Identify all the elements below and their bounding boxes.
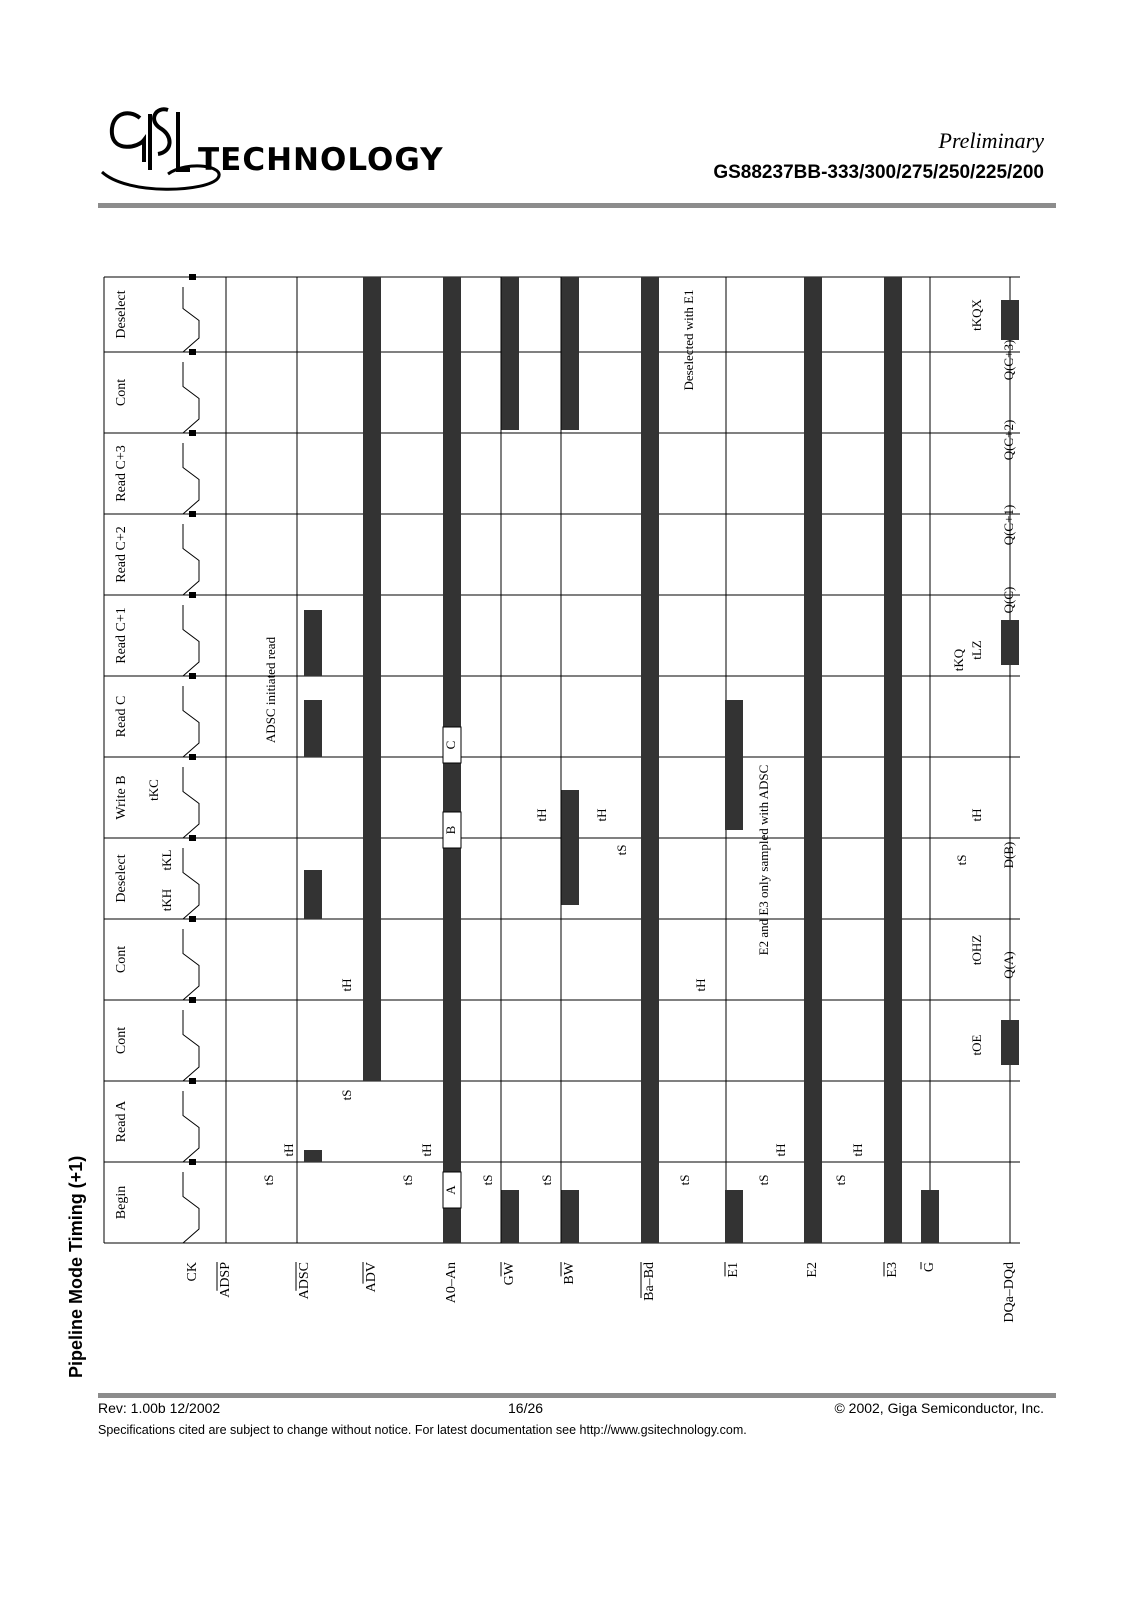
- signal-label: E1: [726, 1262, 742, 1278]
- dq-highz: [1001, 300, 1019, 340]
- signal-label: Ba–Bd: [642, 1262, 658, 1301]
- timing-label-th: tH: [692, 978, 708, 992]
- timing-label-th: tH: [849, 1143, 865, 1157]
- signal-label: BW: [562, 1262, 578, 1285]
- cycle-label: Cont: [114, 945, 130, 974]
- footer-revision: Rev: 1.00b 12/2002: [98, 1400, 221, 1416]
- timing-label-th: tH: [533, 808, 549, 822]
- timing-label-ts: tS: [755, 1174, 771, 1186]
- e3-waveform: [884, 277, 902, 1243]
- footer-page-number: 16/26: [508, 1400, 544, 1416]
- timing-label-toe: tOE: [968, 1034, 984, 1056]
- signal-label: DQa–DQd: [1002, 1262, 1018, 1323]
- footer-rule: [98, 1393, 1056, 1398]
- clock-edge-marker: [189, 592, 196, 598]
- timing-label-th: tH: [338, 978, 354, 992]
- cycle-label: Read C+1: [114, 607, 130, 664]
- byte-enable-bus: [641, 277, 659, 1243]
- part-number: GS88237BB-333/300/275/250/225/200: [713, 162, 1044, 183]
- address-label: B: [442, 825, 458, 835]
- clock-edge-marker: [189, 511, 196, 517]
- timing-label-ts: tS: [832, 1174, 848, 1186]
- dq-label: Q(C+1): [1000, 504, 1016, 546]
- timing-label-tkqx: tKQX: [968, 299, 984, 331]
- footer-copyright: © 2002, Giga Semiconductor, Inc.: [834, 1400, 1044, 1416]
- dq-label: Q(A): [1000, 951, 1016, 979]
- annotation-e2-e3: E2 and E3 only sampled with ADSC: [755, 764, 771, 956]
- signal-label: ADV: [364, 1262, 380, 1293]
- g-pulse: [921, 1190, 939, 1243]
- gw-waveform: [501, 277, 519, 430]
- adsc-pulse: [304, 610, 322, 676]
- waveforms: [183, 274, 1019, 1243]
- timing-label-th: tH: [593, 808, 609, 822]
- preliminary-label: Preliminary: [938, 128, 1044, 153]
- cycle-label: Begin: [114, 1185, 130, 1220]
- timing-label-ts: tS: [260, 1174, 276, 1186]
- timing-label-ts: tS: [338, 1089, 354, 1101]
- clock-edge-marker: [189, 916, 196, 922]
- cycle-label: Cont: [114, 1026, 130, 1055]
- timing-label-th: tH: [968, 808, 984, 822]
- annotation-adsc-read: ADSC initiated read: [262, 636, 278, 744]
- dq-highz: [1001, 1020, 1019, 1065]
- adsc-pulse: [304, 1150, 322, 1162]
- timing-label-ts: tS: [953, 854, 969, 866]
- logo-wordmark: TECHNOLOGY: [198, 142, 444, 178]
- bw-waveform: [561, 277, 579, 430]
- cycle-label: Read C+3: [114, 445, 130, 502]
- adv-waveform: [363, 277, 381, 1081]
- gw-pulse: [501, 1190, 519, 1243]
- address-label: A: [442, 1185, 458, 1195]
- timing-label-ts: tS: [613, 844, 629, 856]
- e1-active: [725, 700, 743, 830]
- clock-edge-marker: [189, 1159, 196, 1165]
- dq-label: Q(C+2): [1000, 419, 1016, 461]
- signal-label: ADSC: [297, 1262, 313, 1300]
- clock-edge-marker: [189, 997, 196, 1003]
- timing-label-tkl: tKL: [158, 849, 174, 871]
- address-label: C: [442, 740, 458, 750]
- timing-label-ts: tS: [479, 1174, 495, 1186]
- clock-edge-marker: [189, 673, 196, 679]
- dq-label: Q(C): [1000, 586, 1016, 614]
- signal-label: E2: [805, 1262, 821, 1278]
- clock-edge-marker: [189, 349, 196, 355]
- signal-label: GW: [502, 1262, 518, 1286]
- timing-label-ts: tS: [538, 1174, 554, 1186]
- timing-label-tkc: tKC: [145, 779, 161, 801]
- cycle-label: Cont: [114, 378, 130, 407]
- cycle-label: Write B: [114, 775, 130, 820]
- timing-label-th: tH: [280, 1143, 296, 1157]
- clock-edge-marker: [189, 835, 196, 841]
- timing-label-tohz: tOHZ: [968, 934, 984, 966]
- adsc-pulse: [304, 700, 322, 757]
- bw-pulse: [561, 1190, 579, 1243]
- timing-label-ts: tS: [676, 1174, 692, 1186]
- cycle-label: Read A: [114, 1100, 130, 1143]
- cycle-label: Deselect: [114, 854, 130, 903]
- timing-label-ts: tS: [399, 1174, 415, 1186]
- dq-highz: [1001, 620, 1019, 665]
- adsc-pulse: [304, 870, 322, 919]
- timing-label-tkq: tKQ: [950, 648, 966, 672]
- clock-edge-marker: [189, 274, 196, 280]
- signal-label: A0–An: [444, 1262, 460, 1304]
- clock-edge-marker: [189, 754, 196, 760]
- dq-label: D(B): [1000, 841, 1016, 869]
- signal-label: E3: [885, 1262, 901, 1278]
- timing-label-tkh: tKH: [158, 888, 174, 912]
- timing-label-tlz: tLZ: [968, 640, 984, 660]
- timing-label-th: tH: [772, 1143, 788, 1157]
- signal-label: G: [922, 1262, 938, 1273]
- bw-write-pulse: [561, 790, 579, 905]
- cycle-label: Deselect: [114, 290, 130, 339]
- e1-pulse: [725, 1190, 743, 1243]
- dq-label: Q(C+3): [1000, 339, 1016, 381]
- timing-label-th: tH: [418, 1143, 434, 1157]
- annotation-deselected: Deselected with E1: [680, 289, 696, 391]
- footer-note: Specifications cited are subject to change without notice. For latest documentation see http://www.gsitechnology.com.: [98, 1423, 747, 1437]
- section-title: Pipeline Mode Timing (+1): [66, 1155, 86, 1378]
- e2-waveform: [804, 277, 822, 1243]
- cycle-label: Read C+2: [114, 526, 130, 583]
- signal-label: CK: [185, 1262, 201, 1282]
- signal-label: ADSP: [218, 1262, 234, 1298]
- clock-edge-marker: [189, 1078, 196, 1084]
- cycle-label: Read C: [114, 695, 130, 738]
- clock-edge-marker: [189, 430, 196, 436]
